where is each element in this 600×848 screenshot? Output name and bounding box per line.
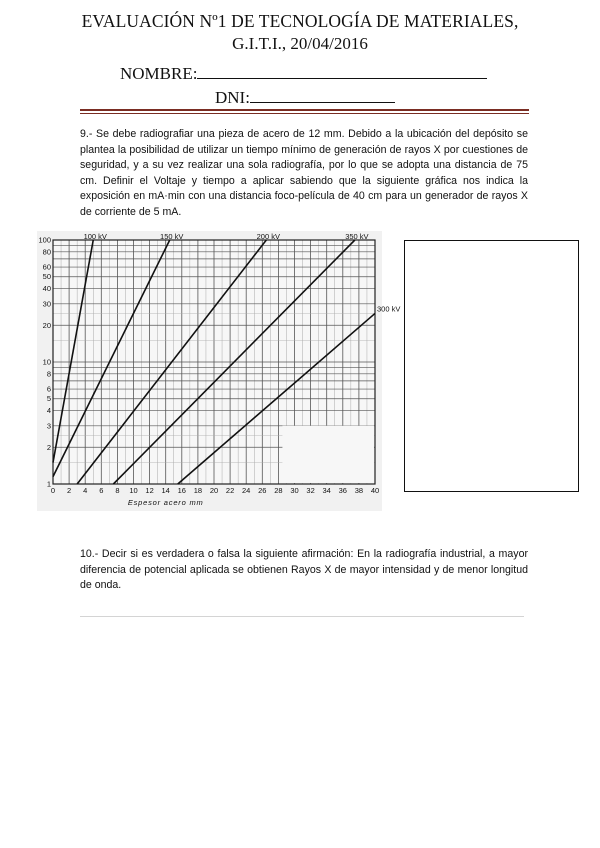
y-tick-label: 8 [46, 369, 51, 379]
x-tick-label: 34 [322, 486, 331, 495]
x-tick-label: 26 [258, 486, 267, 495]
x-tick-label: 30 [290, 486, 299, 495]
y-tick-label: 50 [42, 272, 51, 282]
x-tick-label: 38 [354, 486, 364, 495]
y-tick-label: 40 [42, 284, 51, 294]
series-label: 200 kV [256, 232, 281, 241]
x-tick-label: 22 [225, 486, 235, 495]
dni-blank-line[interactable] [250, 86, 395, 103]
question-9-text: 9.- Se debe radiografiar una pieza de acero de 12 mm. Debido a la ubicación del depósito se plantea la posibilidad de utilizar un tiempo mínimo de generación de rayos X por cuestiones de seguridad, y a su vez realizar una sola radiografía, por lo que se adopta una distancia de 75 cm. Definir el Voltaje y tiempo a aplicar sabiendo que la siguiente gráfica nos indica la exposición en mA·min con una distancia foco-película de 40 cm para un generador de rayos X de corriente de 5 mA. [80, 128, 528, 218]
y-tick-label: 80 [42, 247, 51, 257]
y-tick-label: 2 [46, 442, 51, 452]
x-tick-label: 20 [209, 486, 219, 495]
name-label: NOMBRE: [120, 64, 198, 83]
dni-field[interactable] [215, 86, 395, 108]
y-tick-label: 30 [42, 299, 51, 309]
y-tick-label: 1 [46, 479, 51, 489]
exposure-chart [37, 231, 401, 511]
x-tick-label: 8 [115, 486, 120, 495]
exposure-chart-svg [37, 231, 401, 511]
x-tick-label: 10 [129, 486, 138, 495]
y-tick-label: 4 [46, 406, 51, 416]
question-10-text: 10.- Decir si es verdadera o falsa la siguiente afirmación: En la radiografía industrial, a mayor diferencia de potencial aplicada se obtienen Rayos X de mayor intensidad y de menor longitud de onda. [80, 548, 528, 592]
x-tick-label: 36 [338, 486, 347, 495]
x-tick-label: 6 [99, 486, 104, 495]
y-tick-label: 100 [38, 235, 51, 245]
x-tick-label: 18 [193, 486, 203, 495]
y-tick-label: 6 [46, 384, 51, 394]
x-axis-label: Espesor acero mm [127, 498, 204, 507]
series-label: 100 kV [83, 232, 107, 241]
exam-header [0, 10, 600, 55]
y-tick-label: 60 [42, 262, 51, 272]
name-field[interactable] [120, 62, 487, 84]
divider-line [80, 616, 524, 617]
x-tick-label: 16 [177, 486, 186, 495]
exam-title: EVALUACIÓN Nº1 DE TECNOLOGÍA DE MATERIALES, [81, 11, 519, 31]
series-label: 300 kV [377, 304, 401, 314]
x-tick-label: 28 [274, 486, 283, 495]
answer-box-q9[interactable] [404, 240, 579, 492]
exam-date: G.I.T.I., 20/04/2016 [232, 34, 368, 53]
series-label: 150 kV [160, 232, 184, 241]
y-tick-label: 10 [42, 357, 51, 367]
x-tick-label: 4 [83, 486, 88, 495]
x-tick-label: 32 [306, 486, 315, 495]
legend-blank-area [282, 426, 374, 483]
x-tick-label: 14 [161, 486, 170, 495]
name-blank-line[interactable] [197, 62, 487, 79]
y-tick-label: 5 [46, 394, 51, 404]
x-tick-label: 24 [242, 486, 251, 495]
header-rule-thin [80, 113, 529, 114]
y-tick-label: 3 [46, 421, 51, 431]
y-tick-label: 20 [42, 320, 51, 330]
x-tick-label: 12 [145, 486, 154, 495]
x-tick-label: 40 [370, 486, 380, 495]
x-tick-label: 0 [50, 486, 56, 495]
dni-label: DNI: [215, 88, 250, 107]
series-label: 350 kV [345, 232, 369, 241]
header-rule-thick [80, 109, 529, 111]
x-tick-label: 2 [67, 486, 72, 495]
